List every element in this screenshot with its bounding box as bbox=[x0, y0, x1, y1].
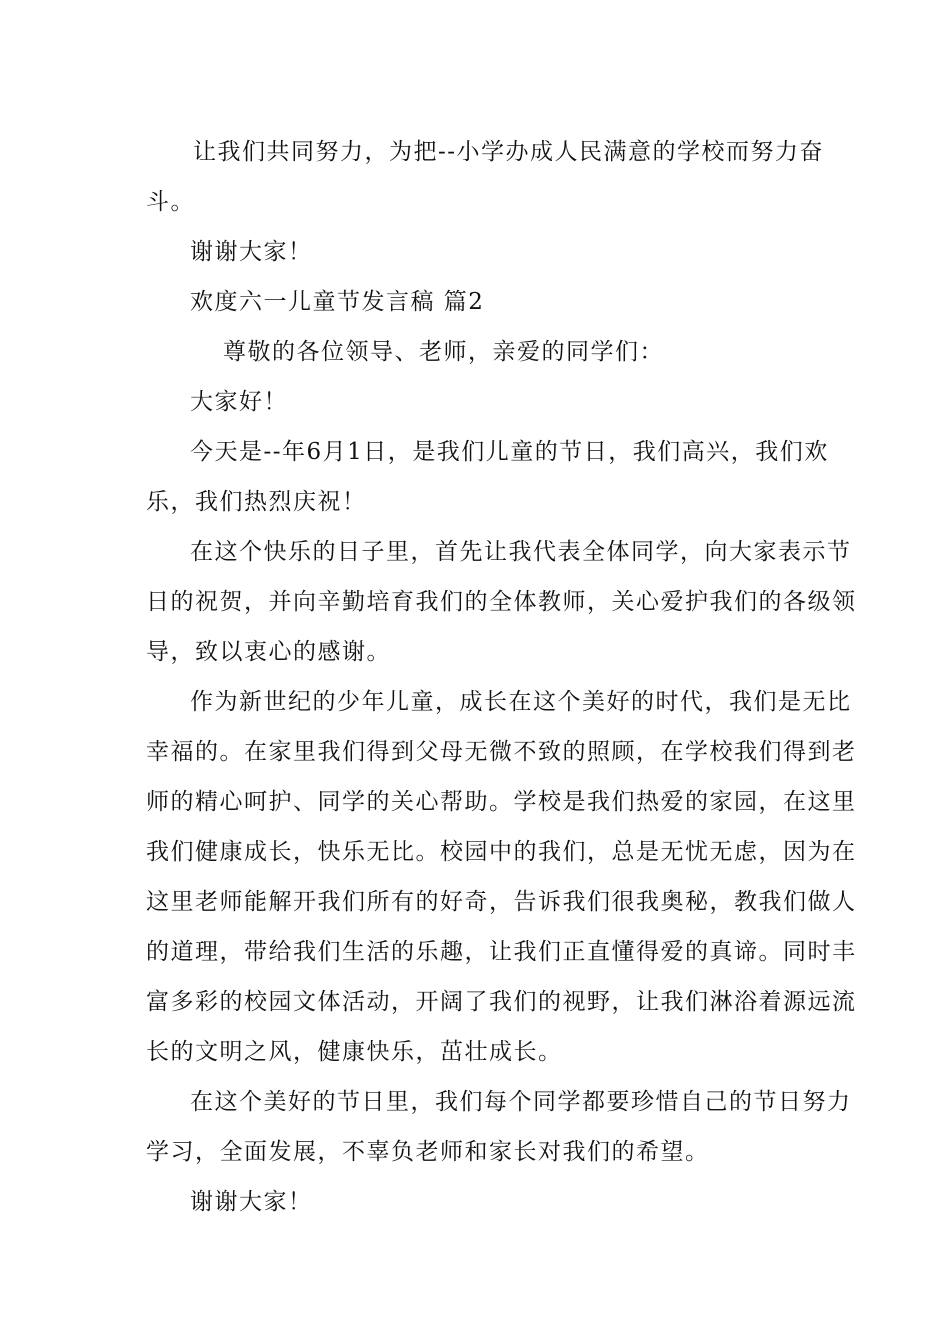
paragraph-line: 谢谢大家！ bbox=[190, 1189, 313, 1215]
paragraph-line: 导，致以衷心的感谢。 bbox=[146, 639, 391, 665]
paragraph-line: 长的文明之风，健康快乐，茁壮成长。 bbox=[146, 1039, 563, 1065]
paragraph-line: 在这个美好的节日里，我们每个同学都要珍惜自己的节日努力 bbox=[190, 1089, 852, 1115]
paragraph-line: 乐，我们热烈庆祝！ bbox=[146, 489, 367, 515]
paragraph-line: 这里老师能解开我们所有的好奇，告诉我们很我奥秘，教我们做人 bbox=[146, 889, 857, 915]
greeting-line: 尊敬的各位领导、老师，亲爱的同学们： bbox=[223, 339, 664, 365]
paragraph-line: 今天是--年6月1日，是我们儿童的节日，我们高兴，我们欢 bbox=[190, 439, 829, 465]
paragraph-line: 富多彩的校园文体活动，开阔了我们的视野，让我们淋浴着源远流 bbox=[146, 989, 857, 1015]
paragraph-line: 在这个快乐的日子里，首先让我代表全体同学，向大家表示节 bbox=[190, 539, 852, 565]
paragraph-line: 师的精心呵护、同学的关心帮助。学校是我们热爱的家园，在这里 bbox=[146, 789, 857, 815]
paragraph-line: 让我们共同努力，为把--小学办成人民满意的学校而努力奋 bbox=[193, 139, 825, 165]
paragraph-line: 斗。 bbox=[146, 189, 195, 215]
paragraph-line: 大家好！ bbox=[190, 389, 288, 415]
paragraph-line: 谢谢大家！ bbox=[190, 239, 313, 265]
paragraph-line: 的道理，带给我们生活的乐趣，让我们正直懂得爱的真谛。同时丰 bbox=[146, 939, 857, 965]
paragraph-line: 我们健康成长，快乐无比。校园中的我们，总是无忧无虑，因为在 bbox=[146, 839, 857, 865]
paragraph-line: 学习，全面发展，不辜负老师和家长对我们的希望。 bbox=[146, 1139, 710, 1165]
paragraph-line: 日的祝贺，并向辛勤培育我们的全体教师，关心爱护我们的各级领 bbox=[146, 589, 857, 615]
paragraph-line: 作为新世纪的少年儿童，成长在这个美好的时代，我们是无比 bbox=[190, 689, 852, 715]
section-heading: 欢度六一儿童节发言稿 篇2 bbox=[190, 289, 485, 315]
paragraph-line: 幸福的。在家里我们得到父母无微不致的照顾，在学校我们得到老 bbox=[146, 739, 857, 765]
